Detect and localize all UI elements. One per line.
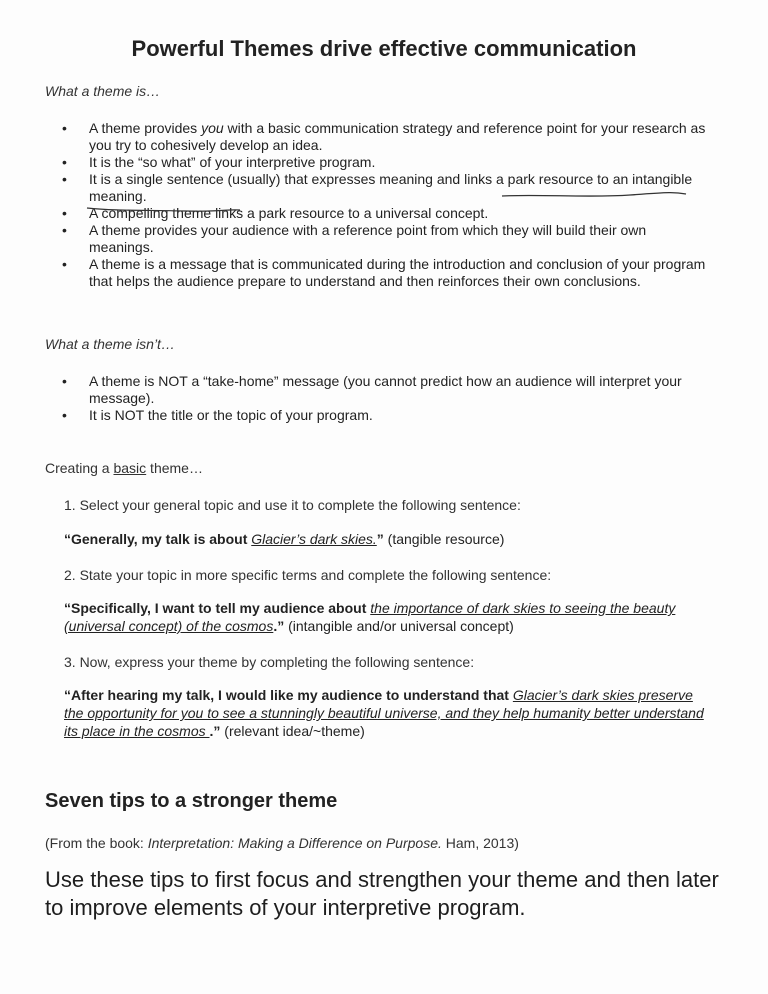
list-item: • A compelling theme links a park resource to a universal concept. [62, 205, 489, 221]
step-3-instruction: 3. Now, express your theme by completing the following sentence: [64, 654, 475, 670]
list-item: • It is a single sentence (usually) that expresses meaning and links a park resource to an intangible meaning. [62, 171, 693, 204]
list-item: • A theme provides you with a basic communication strategy and reference point for your research as you try to cohesively develop an idea. [62, 120, 706, 153]
bullet-icon: • [62, 154, 67, 170]
step-1-instruction: 1. Select your general topic and use it to complete the following sentence: [64, 497, 521, 513]
list-item: • A theme provides your audience with a reference point from which they will build their own meanings. [62, 222, 647, 255]
step-2-sentence: “Specifically, I want to tell my audience about the importance of dark skies to seeing the beauty (universal concept) of the cosmos.” (intangible and/or universal concept) [64, 600, 676, 634]
what-is-list [62, 120, 712, 290]
tips-source-citation: (From the book: Interpretation: Making a Difference on Purpose. Ham, 2013) [45, 835, 519, 851]
section-label-what-is: What a theme is… [45, 83, 161, 99]
section-heading-tips: Seven tips to a stronger theme [45, 790, 338, 812]
bullet-icon: • [62, 256, 67, 272]
step-1-answer: Glacier’s dark skies. [251, 531, 377, 547]
step-3-sentence: “After hearing my talk, I would like my audience to understand that Glacier’s dark skies preserve the opportunity for you to see a stunningly beautiful universe, and they help humanity better understand its place in the cosmos .” (relevant idea/~theme) [64, 687, 704, 739]
bullet-icon: • [62, 120, 67, 136]
list-item: • A theme is NOT a “take-home” message (you cannot predict how an audience will interpret your message). [62, 373, 682, 406]
page-title: Powerful Themes drive effective communication [131, 36, 637, 61]
step-2-answer: the importance of dark skies to seeing the beauty (universal concept) of the cosmos [64, 600, 676, 634]
step-2-instruction: 2. State your topic in more specific terms and complete the following sentence: [64, 567, 552, 583]
step-3-answer: Glacier’s dark skies preserve the opportunity for you to see a stunningly beautiful universe, and they help humanity better understand its place in the cosmos [64, 687, 704, 739]
bullet-icon: • [62, 407, 67, 423]
list-item: • It is NOT the title or the topic of your program. [62, 407, 373, 423]
tips-intro: Use these tips to first focus and strengthen your theme and then later to improve elements of your interpretive program. [45, 867, 719, 920]
bullet-icon: • [62, 171, 67, 187]
step-1-sentence: “Generally, my talk is about Glacier’s dark skies.” (tangible resource) [64, 531, 505, 547]
list-item: • It is the “so what” of your interpretive program. [62, 154, 376, 170]
what-isnt-list [62, 373, 712, 424]
list-item: • A theme is a message that is communicated during the introduction and conclusion of your program that helps the audience prepare to understand and then reinforces their own conclusions. [62, 256, 706, 289]
section-label-what-isnt: What a theme isn’t… [45, 336, 175, 352]
bullet-icon: • [62, 205, 67, 221]
bullet-icon: • [62, 373, 67, 389]
bullet-icon: • [62, 222, 67, 238]
section-label-creating: Creating a basic theme… [45, 460, 203, 476]
